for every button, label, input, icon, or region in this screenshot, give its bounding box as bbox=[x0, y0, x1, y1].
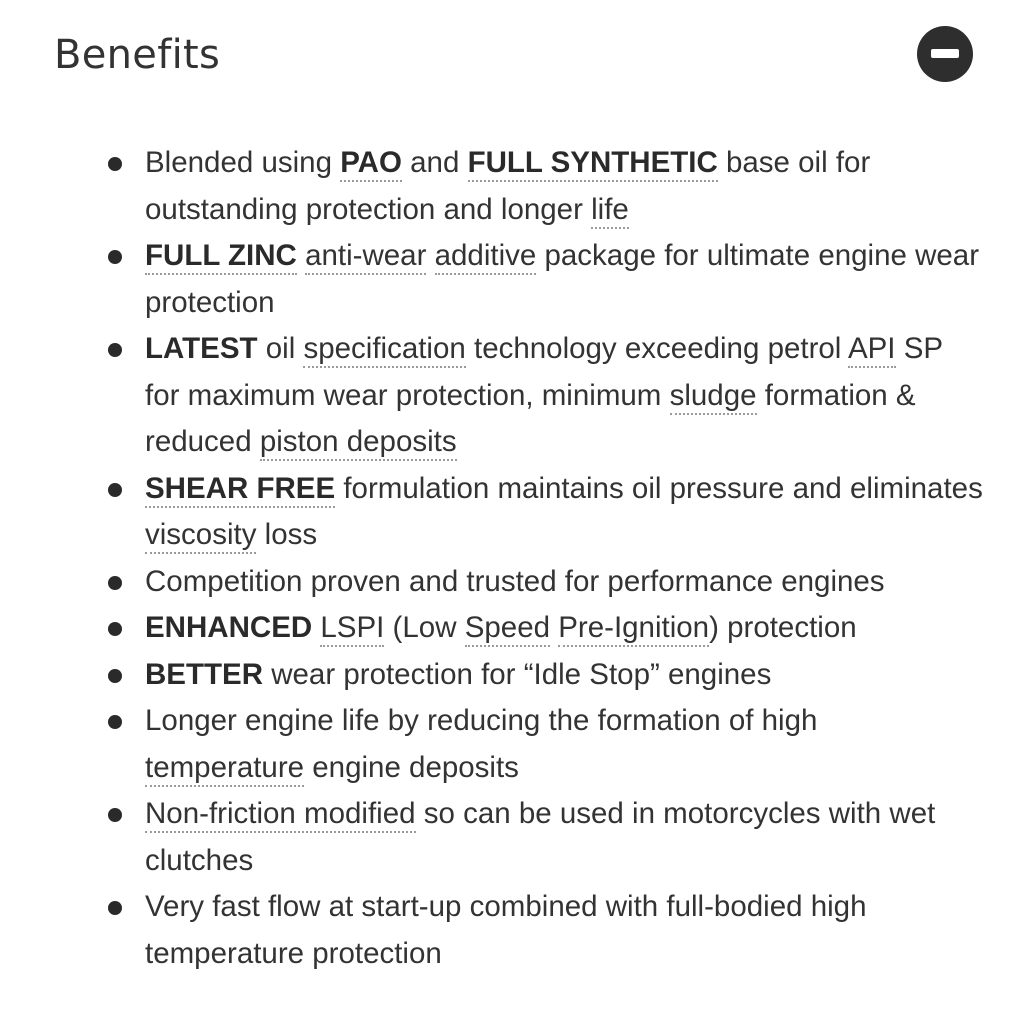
glossary-term[interactable]: Non-friction modified bbox=[145, 797, 416, 833]
benefit-item bbox=[104, 791, 984, 884]
bullet-icon bbox=[108, 669, 122, 683]
glossary-term[interactable]: sludge bbox=[670, 379, 757, 415]
benefit-text: formation & reduced bbox=[145, 378, 916, 458]
minus-circle-icon bbox=[931, 49, 959, 58]
glossary-term[interactable]: Pre-Ignition bbox=[558, 611, 709, 647]
benefit-text: so can be used in motorcycles with wet clutches bbox=[145, 797, 936, 877]
benefit-text: package for ultimate engine wear protection bbox=[145, 239, 980, 319]
glossary-term[interactable]: temperature bbox=[145, 751, 304, 787]
glossary-term[interactable]: API bbox=[848, 332, 896, 368]
benefit-text bbox=[297, 239, 305, 272]
bullet-icon bbox=[108, 157, 122, 171]
benefit-text: and bbox=[401, 146, 468, 179]
glossary-term-bold[interactable]: PAO bbox=[340, 146, 402, 182]
glossary-term[interactable]: Speed bbox=[465, 611, 550, 647]
benefit-text: wear protection for “Idle Stop” engines bbox=[263, 657, 772, 691]
benefit-item bbox=[104, 140, 984, 233]
benefit-text: loss bbox=[256, 518, 318, 551]
collapse-button[interactable] bbox=[917, 26, 973, 82]
benefits-header bbox=[54, 26, 978, 86]
benefit-text: oil bbox=[257, 332, 304, 365]
emphasis-text: ENHANCED bbox=[145, 611, 313, 644]
section-title: Benefits bbox=[54, 32, 221, 78]
glossary-term-bold[interactable]: FULL SYNTHETIC bbox=[468, 146, 718, 182]
bullet-icon bbox=[108, 250, 122, 264]
benefits-list bbox=[104, 140, 984, 977]
emphasis-text: BETTER bbox=[145, 657, 263, 691]
glossary-term-bold[interactable]: FULL ZINC bbox=[145, 239, 297, 275]
bullet-icon bbox=[108, 343, 122, 357]
glossary-term[interactable]: specification bbox=[303, 332, 465, 368]
benefit-text bbox=[550, 611, 558, 644]
bullet-icon bbox=[108, 715, 122, 729]
bullet-icon bbox=[108, 576, 122, 590]
benefit-text: (Low bbox=[384, 611, 465, 644]
glossary-term[interactable]: anti-wear bbox=[305, 239, 426, 275]
benefit-text: engine deposits bbox=[304, 750, 519, 784]
benefit-item bbox=[104, 884, 984, 977]
benefit-item bbox=[104, 698, 984, 791]
benefit-item bbox=[104, 326, 984, 466]
glossary-term[interactable]: piston deposits bbox=[260, 425, 457, 461]
bullet-icon bbox=[108, 483, 122, 497]
benefit-text: Competition proven and trusted for performance engines bbox=[145, 564, 885, 598]
benefit-item bbox=[104, 233, 984, 326]
bullet-icon bbox=[108, 808, 122, 822]
glossary-term-bold[interactable]: SHEAR FREE bbox=[145, 472, 335, 508]
benefit-text: Very fast flow at start-up combined with full-bodied high temperature protection bbox=[145, 890, 867, 970]
benefit-text bbox=[426, 239, 434, 272]
benefit-item bbox=[104, 466, 984, 559]
glossary-term[interactable]: life bbox=[591, 193, 629, 229]
benefit-item bbox=[104, 605, 984, 652]
glossary-term[interactable]: LSPI bbox=[320, 611, 384, 647]
benefit-text: technology exceeding petrol bbox=[465, 332, 848, 365]
benefit-text: ) protection bbox=[709, 611, 857, 644]
benefit-item bbox=[104, 652, 984, 699]
benefit-text: Blended using bbox=[145, 146, 341, 179]
benefit-text: base oil for outstanding protection and longer bbox=[145, 146, 871, 226]
benefit-text: SP for maximum wear protection, minimum bbox=[145, 332, 943, 412]
glossary-term[interactable]: additive bbox=[435, 239, 537, 275]
emphasis-text: LATEST bbox=[145, 332, 258, 365]
glossary-term[interactable]: viscosity bbox=[145, 518, 256, 554]
benefit-text: Longer engine life by reducing the formation of high bbox=[145, 704, 818, 737]
bullet-icon bbox=[108, 901, 122, 915]
benefit-text: formulation maintains oil pressure and eliminates bbox=[335, 471, 983, 505]
bullet-icon bbox=[108, 622, 122, 636]
benefit-item bbox=[104, 559, 984, 606]
